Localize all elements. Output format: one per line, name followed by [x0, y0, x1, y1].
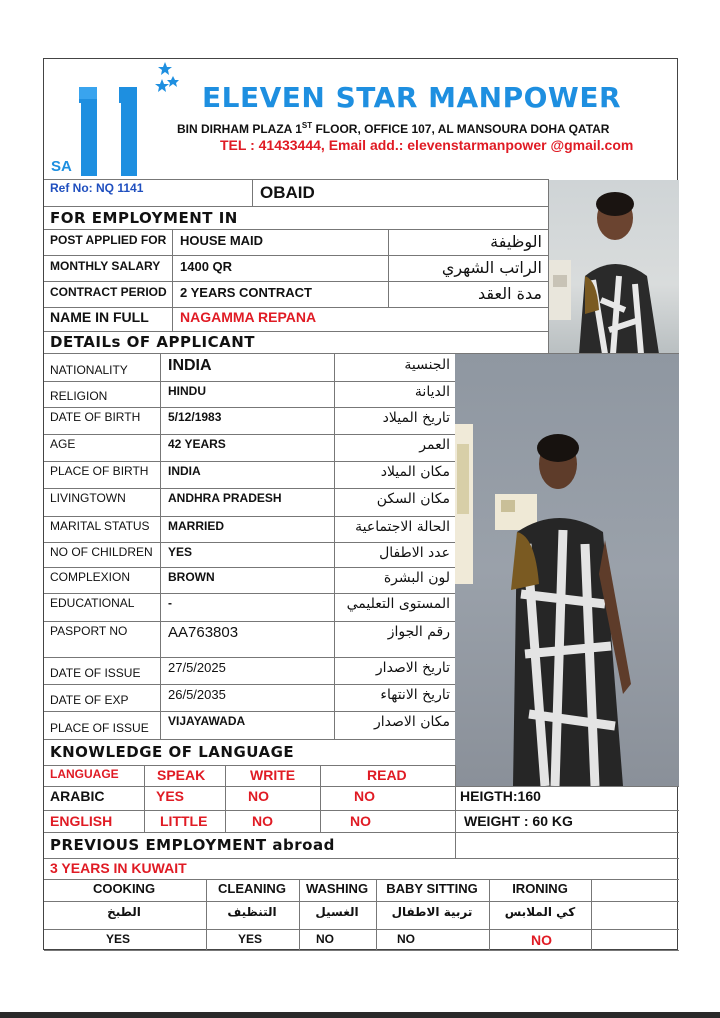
detail-value: HINDU: [168, 384, 206, 398]
ref-number: Ref No: NQ 1141: [50, 181, 144, 195]
lang-header-write: WRITE: [250, 767, 296, 783]
detail-arabic-label: عدد الاطفال: [379, 545, 450, 561]
row-divider: [44, 461, 455, 462]
detail-arabic-label: مكان الاصدار: [374, 714, 450, 730]
skill-value: YES: [238, 932, 263, 946]
row-divider: [44, 657, 455, 658]
detail-value: AA763803: [168, 624, 239, 641]
skill-header: CLEANING: [218, 881, 286, 896]
row-divider: [44, 281, 548, 282]
row-divider: [44, 542, 455, 543]
column-divider: [160, 354, 161, 739]
detail-value: BROWN: [168, 570, 215, 584]
lang-header-language: LANGUAGE: [50, 767, 119, 781]
detail-value: -: [168, 596, 172, 610]
detail-label: PASPORT NO: [50, 624, 128, 638]
detail-arabic-label: رقم الجواز: [387, 624, 450, 640]
skill-arabic-label: الغسيل: [315, 905, 359, 919]
row-divider: [44, 488, 455, 489]
detail-arabic-label: الديانة: [414, 384, 450, 400]
previous-employment-title: PREVIOUS EMPLOYMENT abroad: [50, 836, 335, 854]
lang-english-read: NO: [350, 813, 371, 829]
detail-arabic-label: المستوى التعليمي: [346, 596, 450, 612]
row-divider: [44, 516, 455, 517]
lang-english: ENGLISH: [50, 813, 113, 829]
detail-value: 42 YEARS: [168, 437, 226, 451]
detail-value: VIJAYAWADA: [168, 714, 246, 728]
employment-label: MONTHLY SALARY: [50, 259, 161, 273]
applicant-full-body-photo: [455, 354, 679, 786]
row-divider: [44, 331, 548, 332]
row-divider: [44, 711, 455, 712]
full-name: NAGAMMA REPANA: [180, 309, 317, 325]
applicant-portrait-photo: [549, 180, 679, 354]
company-contact: TEL : 41433444, Email add.: elevenstarmanpower @gmail.com: [220, 137, 634, 153]
applicant-height: HEIGTH:160: [460, 788, 541, 804]
lang-arabic-speak: YES: [156, 788, 185, 804]
star-icon: [167, 76, 179, 87]
detail-value: INDIA: [168, 464, 201, 478]
lang-arabic-write: NO: [248, 788, 269, 804]
detail-label: NO OF CHILDREN: [50, 545, 153, 559]
skill-arabic-label: كي الملابس: [504, 905, 576, 919]
employment-arabic-label: الراتب الشهري: [441, 258, 542, 277]
skill-header: COOKING: [92, 881, 156, 896]
skill-value: NO: [397, 932, 415, 946]
employment-arabic-label: مدة العقد: [478, 284, 542, 303]
column-divider: [388, 229, 389, 307]
detail-label: MARITAL STATUS: [50, 519, 150, 533]
scan-edge: [0, 1012, 720, 1018]
detail-arabic-label: تاريخ الانتهاء: [380, 687, 450, 703]
column-divider: [172, 229, 173, 307]
detail-label: PLACE OF BIRTH: [50, 464, 149, 478]
detail-value: INDIA: [168, 357, 212, 374]
row-divider: [44, 407, 455, 408]
lang-arabic-read: NO: [354, 788, 375, 804]
skill-value: NO: [531, 932, 552, 948]
detail-label: PLACE OF ISSUE: [50, 721, 149, 735]
detail-label: EDUCATIONAL: [50, 596, 135, 610]
row-divider: [44, 684, 455, 685]
company-address: BIN DIRHAM PLAZA 1ST FLOOR, OFFICE 107, AL MANSOURA DOHA QATAR: [177, 121, 610, 136]
employment-value: 1400 QR: [180, 259, 233, 274]
column-divider: [334, 354, 335, 739]
company-name: ELEVEN STAR MANPOWER: [202, 81, 622, 114]
detail-value: 26/5/2035: [168, 687, 226, 702]
row-divider: [44, 621, 455, 622]
skill-value: YES: [106, 932, 131, 946]
detail-label: COMPLEXION: [50, 570, 131, 584]
detail-label: AGE: [50, 437, 76, 451]
star-icon: [158, 62, 172, 75]
skill-header: WASHING: [305, 881, 369, 896]
lang-arabic: ARABIC: [50, 788, 105, 804]
detail-value: MARRIED: [168, 519, 224, 533]
application-form: [43, 58, 678, 950]
agent-name: OBAID: [260, 183, 315, 202]
detail-value: ANDHRA PRADESH: [168, 491, 282, 505]
lang-header-read: READ: [367, 767, 407, 783]
detail-arabic-label: الحالة الاجتماعية: [355, 519, 450, 535]
skill-arabic-label: الطبخ: [107, 905, 141, 919]
employment-value: HOUSE MAID: [180, 233, 264, 248]
detail-label: DATE OF EXP: [50, 693, 129, 707]
skill-header: BABY SITTING: [386, 881, 478, 896]
applicant-weight: WEIGHT : 60 KG: [464, 813, 573, 829]
detail-arabic-label: لون البشرة: [383, 570, 450, 586]
employment-label: POST APPLIED FOR: [50, 233, 167, 247]
detail-arabic-label: تاريخ الاصدار: [375, 660, 450, 676]
detail-label: RELIGION: [50, 389, 108, 403]
star-icon: [155, 79, 169, 92]
detail-value: 27/5/2025: [168, 660, 226, 675]
previous-employment-detail: 3 YEARS IN KUWAIT: [50, 860, 187, 876]
company-logo: [49, 61, 179, 179]
detail-value: YES: [168, 545, 193, 559]
detail-arabic-label: الجنسية: [404, 357, 450, 373]
skill-value: NO: [316, 932, 334, 946]
lang-header-speak: SPEAK: [157, 767, 206, 783]
employment-title: FOR EMPLOYMENT IN: [50, 209, 238, 227]
detail-label: NATIONALITY: [50, 363, 128, 377]
detail-arabic-label: مكان الميلاد: [380, 464, 450, 480]
row-divider: [44, 593, 455, 594]
skill-header: IRONING: [512, 881, 568, 896]
detail-value: 5/12/1983: [168, 410, 222, 424]
column-divider: [172, 307, 173, 331]
logo-prefix: SA: [51, 158, 72, 175]
skill-arabic-label: التنظيف: [227, 905, 277, 919]
detail-label: DATE OF BIRTH: [50, 410, 141, 424]
row-divider: [44, 307, 548, 308]
lang-english-speak: LITTLE: [160, 813, 208, 829]
detail-arabic-label: مكان السكن: [376, 491, 450, 507]
detail-label: DATE OF ISSUE: [50, 666, 141, 680]
detail-arabic-label: تاريخ الميلاد: [382, 410, 450, 426]
employment-arabic-label: الوظيفة: [490, 232, 542, 251]
lang-english-write: NO: [252, 813, 273, 829]
details-title: DETAILs OF APPLICANT: [50, 333, 256, 351]
row-divider: [44, 255, 548, 256]
row-divider: [44, 434, 455, 435]
row-divider: [44, 567, 455, 568]
detail-arabic-label: العمر: [419, 437, 450, 453]
row-divider: [44, 381, 455, 382]
name-label: NAME IN FULL: [50, 309, 149, 325]
employment-value: 2 YEARS CONTRACT: [180, 285, 312, 300]
employment-label: CONTRACT PERIOD: [50, 285, 167, 299]
language-title: KNOWLEDGE OF LANGUAGE: [50, 743, 295, 761]
skill-arabic-label: تربية الاطفال: [391, 905, 473, 919]
detail-label: LIVINGTOWN: [50, 491, 126, 505]
